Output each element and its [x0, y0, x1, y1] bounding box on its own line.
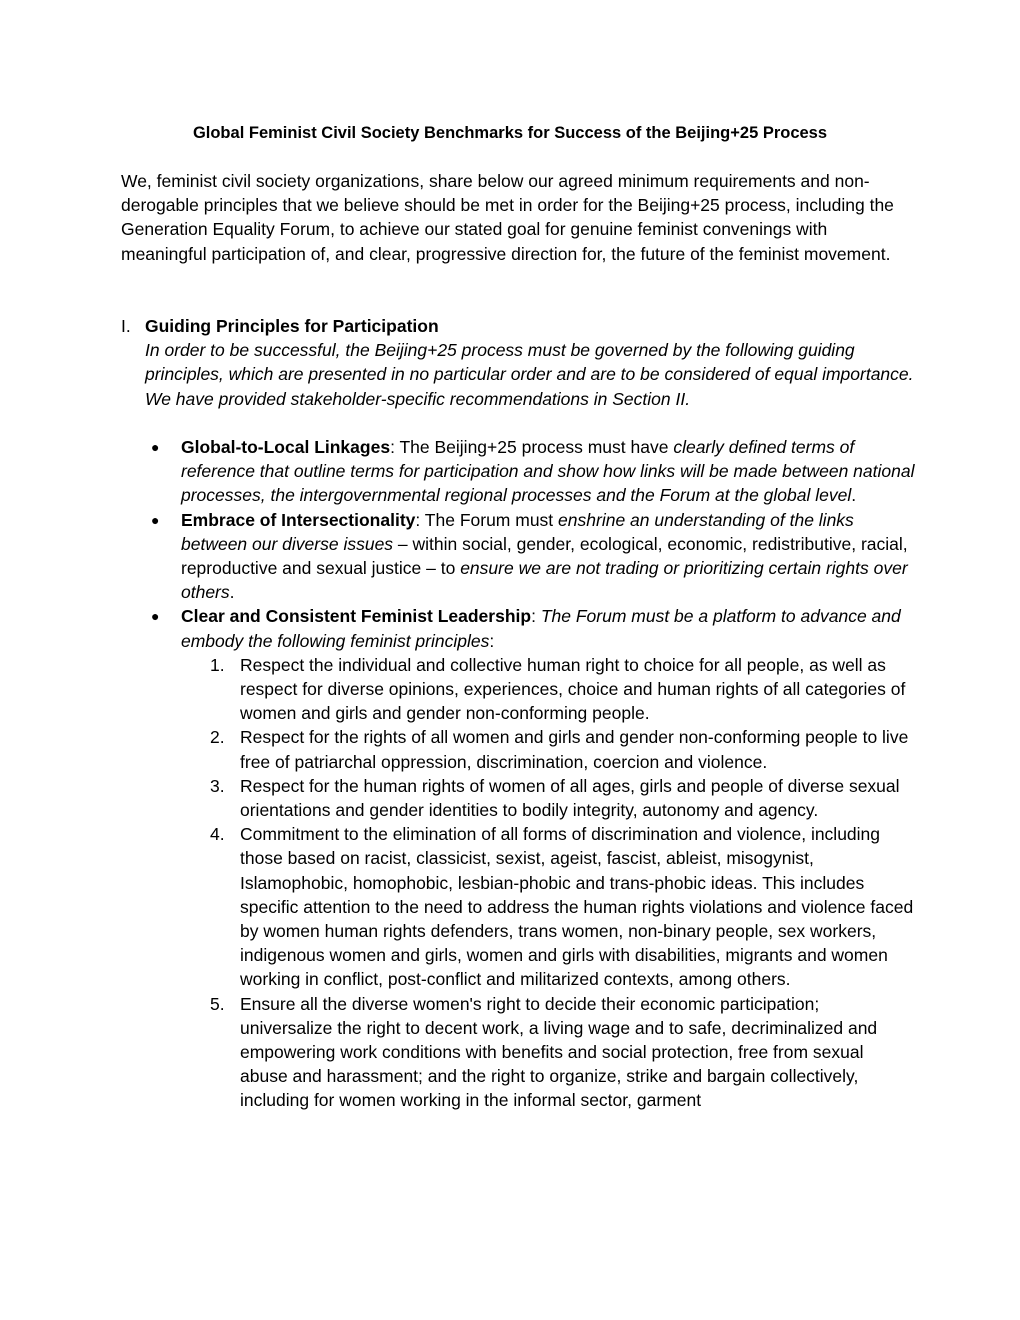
bullet-text: The Beijing+25 process must have	[394, 437, 674, 457]
list-item	[181, 822, 915, 991]
section-guiding-principles	[145, 314, 915, 411]
list-item-text: Respect for the human rights of women of all ages, girls and people of diverse sexual orientations and gender identities to bodily integrity, autonomy and agency.	[240, 775, 900, 821]
section-description: In order to be successful, the Beijing+25 process must be governed by the following guiding principles, which are presented in no particular order and are to be considered of equal importance. We have provided stakeholder-specific recommendations in Section II.	[145, 340, 914, 409]
list-number: 3.	[210, 775, 225, 796]
bullet-text: :	[489, 630, 495, 651]
bullet-emphasis: The Forum must be a platform to advance and embody the following feminist principles	[181, 606, 901, 651]
feminist-principles-list	[181, 653, 915, 1113]
bullet-item-intersectionality	[145, 508, 915, 605]
principles-bullet-list	[145, 435, 915, 1113]
bullet-icon: ●	[151, 511, 160, 528]
bullet-icon: ●	[151, 608, 160, 625]
bullet-item-global-to-local	[145, 435, 915, 508]
bullet-emphasis: enshrine an understanding of the links between our diverse issues	[181, 509, 854, 554]
bullet-emphasis: clearly defined terms of reference that outline terms for participation and show how links will be made between national processes, the intergovernmental regional processes and the Forum at the global level	[181, 437, 915, 506]
list-number: 1.	[210, 654, 225, 675]
list-item-text: Commitment to the elimination of all forms of discrimination and violence, including those based on racist, classicist, sexist, ageist, fascist, ableist, misogynist, Islamophobic, homophobic, lesbian-phobic and trans-phobic ideas. This includes specific attention to the need to address the human rights violations and violence faced by women human rights defenders, trans women, non-binary people, sex workers, indigenous women and girls, women and girls with disabilities, migrants and women working in conflict, post-conflict and militarized contexts, among others.	[240, 824, 914, 990]
section-number: I.	[121, 316, 131, 336]
list-item	[181, 653, 915, 726]
intro-paragraph: We, feminist civil society organizations, share below our agreed minimum requirements and non-derogable principles that we believe should be met in order for the Beijing+25 process, including the Generation Equality Forum, to achieve our stated goal for genuine feminist convenings with meaningful participation of, and clear, progressive direction for, the future of the feminist movement.	[121, 171, 894, 264]
bullet-text: The Forum must	[420, 509, 559, 530]
bullet-text: .	[229, 582, 235, 603]
bullet-item-feminist-leadership	[145, 604, 915, 1112]
bullet-separator: :	[531, 606, 536, 627]
bullet-separator: :	[415, 509, 421, 530]
list-item-text: Respect for the rights of all women and girls and gender non-conforming people to live free of patriarchal oppression, discrimination, coercion and violence.	[240, 727, 909, 772]
bullet-term: Embrace of Intersectionality	[181, 509, 416, 530]
list-number: 2.	[210, 727, 225, 748]
bullet-term: Clear and Consistent Feminist Leadership	[181, 606, 532, 627]
bullet-separator: :	[390, 437, 395, 457]
list-item	[181, 992, 915, 1113]
list-item	[181, 774, 915, 822]
bullet-emphasis: ensure we are not trading or prioritizing certain rights over others	[181, 558, 908, 603]
document-title: Global Feminist Civil Society Benchmarks for Success of the Beijing+25 Process	[192, 124, 828, 142]
list-item-text: Respect the individual and collective human right to choice for all people, as well as respect for diverse opinions, experiences, choice and human rights of all categories of women and girls and gender non-conforming people.	[240, 654, 906, 724]
bullet-text: – within social, gender, ecological, economic, redistributive, racial, reproductive and sexual justice – to	[181, 533, 908, 579]
list-number: 4.	[210, 824, 225, 845]
bullet-text: .	[851, 485, 857, 506]
bullet-icon: ●	[151, 439, 160, 455]
list-number: 5.	[210, 993, 225, 1014]
section-heading: Guiding Principles for Participation	[145, 316, 439, 336]
list-item-text: Ensure all the diverse women's right to decide their economic participation; universalize the right to decent work, a living wage and to safe, decriminalized and empowering work conditions with benefits and social protection, free from sexual abuse and harassment; and the right to organize, strike and bargain collectively, including for women working in the informal sector, garment	[240, 993, 878, 1111]
bullet-term: Global-to-Local Linkages	[181, 437, 391, 457]
list-item	[181, 725, 915, 773]
